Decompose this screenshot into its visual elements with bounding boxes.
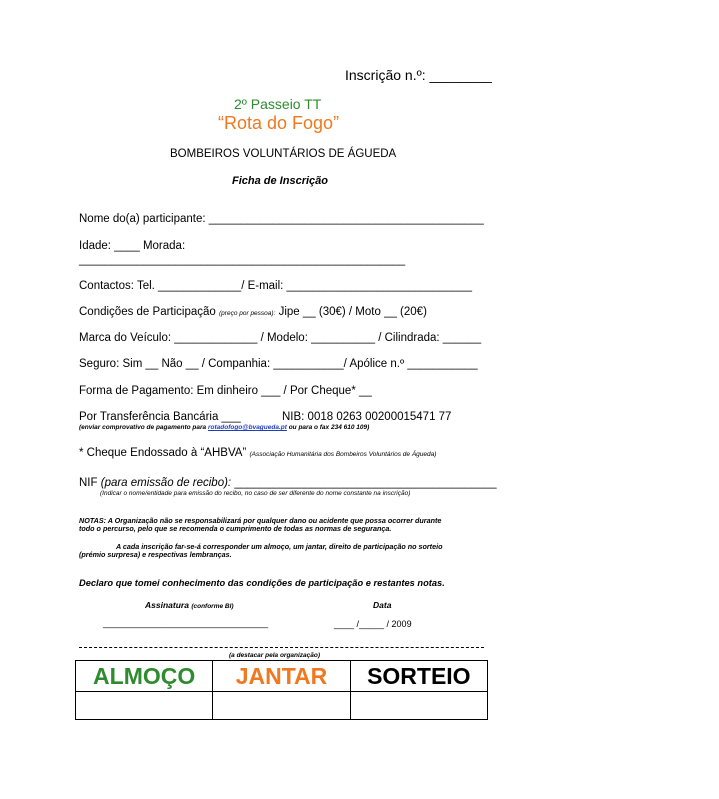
transfer-note: [79, 424, 369, 431]
transfer-email-link[interactable]: rotadofogo@bvagueda.pt: [207, 424, 287, 431]
field-nome[interactable]: Nome do(a) participante: ___________________________________________: [79, 213, 484, 225]
signature-note: (conforme BI): [191, 603, 234, 610]
nif-line[interactable]: _________________________________________: [234, 477, 497, 489]
date-label: Data: [373, 600, 392, 610]
date-line[interactable]: ____ /_____ / 2009: [334, 619, 412, 629]
notes-line-2: todo o percurso, pelo que se recomenda o cumprimento de todas as normas de segurança.: [79, 524, 392, 533]
nif-purpose: (para emissão de recibo):: [100, 477, 232, 489]
cheque-label: * Cheque Endossado à “AHBVA”: [79, 447, 247, 459]
detach-note: (a destacar pela organização): [229, 652, 321, 659]
field-transferencia[interactable]: Por Transferência Bancária ___: [79, 411, 241, 423]
field-morada-line[interactable]: ___________________________________________________: [79, 254, 406, 266]
field-nif[interactable]: [79, 477, 497, 489]
notes-line-1: NOTAS: A Organização não se responsabilizará por qualquer dano ou acidente que possa ocorrer durante: [79, 516, 442, 525]
field-idade-morada[interactable]: Idade: ____ Morada:: [79, 240, 186, 252]
field-pagamento[interactable]: Forma de Pagamento: Em dinheiro ___ / Por Cheque* __: [79, 385, 372, 397]
field-contactos[interactable]: Contactos: Tel. _____________/ E-mail: _____________________________: [79, 280, 473, 292]
coupon-jantar: JANTAR: [213, 661, 350, 692]
coupon-almoco-stub: [76, 692, 213, 720]
inscription-number: Inscrição n.º: ________: [345, 67, 492, 83]
condicoes-options[interactable]: Jipe __ (30€) / Moto __ (20€): [278, 306, 427, 318]
condicoes-label: Condições de Participação: [79, 306, 216, 318]
notes-line-3: A cada inscrição far-se-á corresponder um almoço, um jantar, direito de participação no sorteio: [116, 542, 443, 551]
event-edition: 2º Passeio TT: [234, 96, 322, 112]
cheque-note: (Associação Humanitária dos Bombeiros Voluntários de Águeda): [249, 451, 437, 458]
nib-number: NIB: 0018 0263 00200015471 77: [282, 411, 452, 423]
form-title: Ficha de Inscrição: [232, 175, 328, 187]
signature-line[interactable]: _________________________________: [103, 618, 269, 628]
nif-note: (Indicar o nome/entidade para emissão do recibo, no caso de ser diferente do nome constante na inscrição): [100, 490, 411, 497]
field-seguro[interactable]: Seguro: Sim __ Não __ / Companhia: ___________/ Apólice n.º ___________: [79, 358, 478, 370]
coupon-jantar-stub: [213, 692, 350, 720]
detach-line: [79, 647, 484, 648]
signature-label: Assinatura: [145, 600, 189, 610]
declaration: Declaro que tomei conhecimento das condições de participação e restantes notas.: [79, 578, 445, 588]
organization-name: BOMBEIROS VOLUNTÁRIOS DE ÁGUEDA: [170, 148, 397, 160]
coupon-almoco: ALMOÇO: [76, 661, 213, 692]
field-condicoes[interactable]: [79, 306, 427, 318]
nif-label: NIF: [79, 477, 98, 489]
meal-coupon-table: [75, 660, 488, 720]
condicoes-note: (preço por pessoa):: [219, 310, 276, 317]
notes-line-4: (prémio surpresa) e respectivas lembranças.: [79, 550, 232, 559]
transfer-note-a: (enviar comprovativo de pagamento para: [79, 424, 207, 431]
coupon-sorteio: SORTEIO: [350, 661, 487, 692]
cheque-line: [79, 447, 436, 459]
field-marca-veiculo[interactable]: Marca do Veículo: _____________ / Modelo: __________ / Cilindrada: ______: [79, 332, 482, 344]
signature-label-row: [145, 600, 234, 610]
event-name: “Rota do Fogo”: [218, 113, 340, 133]
coupon-sorteio-stub: [350, 692, 487, 720]
transfer-note-b: ou para o fax 234 610 109): [288, 424, 370, 431]
